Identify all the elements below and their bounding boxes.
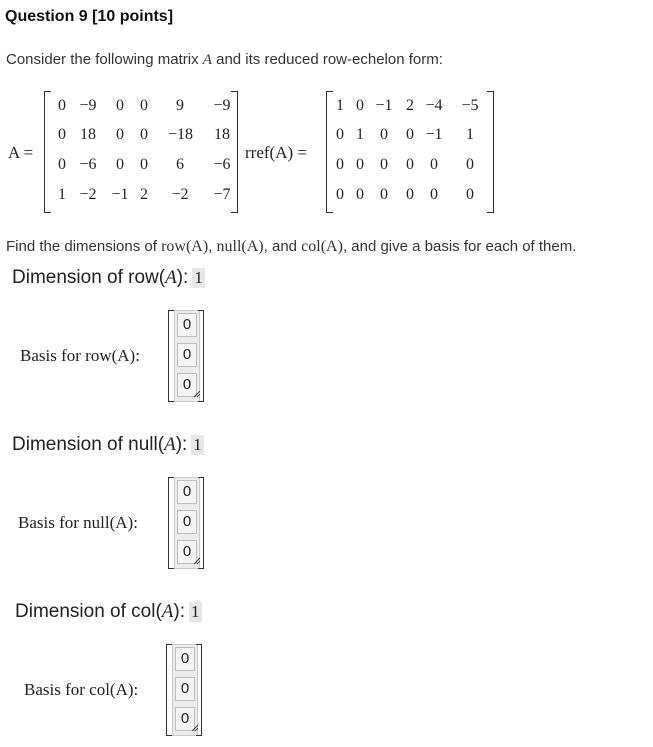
- rref-cell: 1: [356, 126, 364, 143]
- col-dimension-close: ):: [173, 601, 185, 622]
- matrix-a-cell: 0: [116, 156, 124, 173]
- null-basis-entry-2[interactable]: 0: [177, 510, 197, 534]
- rref-cell: 0: [356, 156, 364, 173]
- matrix-a: [44, 91, 238, 213]
- col-basis-entry-1[interactable]: 0: [175, 647, 195, 671]
- rref-cell: 0: [406, 186, 414, 203]
- intro-prefix: Consider the following matrix: [6, 51, 203, 68]
- rref-cell: 1: [336, 97, 344, 114]
- rref-cell: −1: [375, 97, 393, 114]
- rref-cell: 0: [406, 156, 414, 173]
- row-resize-handle-icon[interactable]: [193, 390, 201, 398]
- rref-right-bracket: [487, 91, 494, 213]
- null-basis-entry-3[interactable]: 0: [177, 540, 197, 564]
- null-basis-vector[interactable]: [168, 477, 204, 567]
- null-resize-handle-icon[interactable]: [193, 557, 201, 565]
- rref-cell: 0: [466, 186, 474, 203]
- matrix-a-cell: 9: [176, 97, 184, 114]
- rref-label: rref(A) =: [245, 143, 307, 162]
- matrix-a-cell: −7: [213, 186, 231, 203]
- rref-cell: −4: [425, 97, 443, 114]
- null-dimension-var: A: [164, 434, 176, 455]
- row-basis-entry-2[interactable]: 0: [177, 343, 197, 367]
- matrix-a-cell: −6: [79, 156, 97, 173]
- col-basis-entry-2[interactable]: 0: [175, 677, 195, 701]
- row-basis-right-bracket: [198, 310, 204, 402]
- matrix-a-label: A =: [8, 143, 34, 162]
- matrix-a-cell: −2: [79, 186, 97, 203]
- matrix-a-cell: 0: [140, 126, 148, 143]
- matrix-a-cell: 0: [116, 97, 124, 114]
- intro-text: [6, 51, 443, 69]
- row-dimension-var: A: [165, 267, 177, 288]
- rref-cell: 0: [380, 156, 388, 173]
- task-part-3: , and: [263, 238, 302, 255]
- null-dimension-input[interactable]: 1: [193, 435, 202, 454]
- rref-cell: 0: [380, 126, 388, 143]
- matrix-a-cell: 0: [58, 97, 66, 114]
- task-row: row(A): [161, 238, 209, 255]
- null-dimension-line: [12, 434, 204, 456]
- row-basis-label: Basis for row(A):: [20, 346, 140, 365]
- task-col: col(A): [301, 238, 343, 255]
- intro-suffix: and its reduced row-echelon form:: [211, 51, 443, 68]
- matrix-a-cell: 0: [140, 156, 148, 173]
- col-basis-vector[interactable]: [166, 644, 202, 734]
- col-dimension-var: A: [161, 601, 174, 622]
- null-basis-left-bracket: [168, 477, 174, 569]
- task-part-1: Find the dimensions of: [6, 238, 162, 255]
- matrix-a-cell: −9: [79, 97, 97, 114]
- row-basis-vector[interactable]: [168, 310, 204, 400]
- matrix-a-cell: 18: [80, 126, 96, 143]
- col-resize-handle-icon[interactable]: [191, 724, 199, 732]
- rref-cell: 0: [466, 156, 474, 173]
- task-part-4: , and give a basis for each of them.: [342, 238, 577, 255]
- question-title: Question 9 [10 points]: [5, 8, 174, 25]
- null-dimension-label: Dimension of null(: [12, 434, 165, 455]
- rref-cell: 0: [336, 186, 344, 203]
- row-dimension-input[interactable]: 1: [194, 268, 203, 287]
- matrix-a-cell: 0: [58, 156, 66, 173]
- col-dimension-input[interactable]: 1: [191, 602, 200, 621]
- row-dimension-line: [12, 267, 205, 289]
- null-basis-entry-1[interactable]: 0: [177, 480, 197, 504]
- matrix-a-cell: 1: [58, 186, 66, 203]
- matrix-a-cell: −6: [213, 156, 231, 173]
- row-basis-entry-3[interactable]: 0: [177, 373, 197, 397]
- matrix-a-cell: −9: [213, 97, 231, 114]
- rref-cell: −5: [461, 97, 479, 114]
- row-dimension-close: ):: [176, 267, 189, 288]
- matrix-a-cell: −2: [171, 186, 189, 203]
- rref-cell: 0: [356, 97, 364, 114]
- row-basis-left-bracket: [168, 310, 174, 402]
- matrix-a-cell: −18: [168, 126, 194, 143]
- row-basis-entry-1[interactable]: 0: [177, 313, 197, 337]
- matrix-a-cell: 0: [140, 97, 148, 114]
- row-dimension-label: Dimension of row(: [12, 267, 166, 288]
- rref-cell: 0: [430, 156, 438, 173]
- col-dimension-line: [15, 601, 202, 623]
- rref-matrix: [326, 91, 494, 213]
- rref-cell: 0: [356, 186, 364, 203]
- null-dimension-close: ):: [175, 434, 188, 455]
- task-part-2: ,: [208, 238, 217, 255]
- matrix-a-cell: 6: [176, 156, 184, 173]
- col-basis-entry-3[interactable]: 0: [175, 707, 195, 731]
- rref-cell: 0: [406, 126, 414, 143]
- rref-cell: 2: [406, 97, 414, 114]
- rref-cell: 1: [466, 126, 474, 143]
- null-basis-label: Basis for null(A):: [18, 513, 138, 532]
- col-basis-label: Basis for col(A):: [24, 680, 139, 699]
- null-basis-right-bracket: [198, 477, 204, 569]
- col-dimension-label: Dimension of col(: [15, 601, 162, 622]
- matrix-a-cell: 0: [116, 126, 124, 143]
- rref-cell: 0: [430, 186, 438, 203]
- task-text: [6, 238, 576, 256]
- intro-var: A: [202, 52, 212, 68]
- matrix-a-cell: 2: [140, 186, 148, 203]
- col-basis-left-bracket: [166, 644, 172, 736]
- rref-cell: −1: [425, 126, 443, 143]
- matrix-a-cell: −1: [111, 186, 129, 203]
- task-null: null(A): [216, 238, 264, 255]
- rref-cell: 0: [336, 156, 344, 173]
- matrix-a-cell: 0: [58, 126, 66, 143]
- rref-cell: 0: [336, 126, 344, 143]
- matrix-a-cell: 18: [214, 126, 230, 143]
- rref-cell: 0: [380, 186, 388, 203]
- col-basis-right-bracket: [196, 644, 202, 736]
